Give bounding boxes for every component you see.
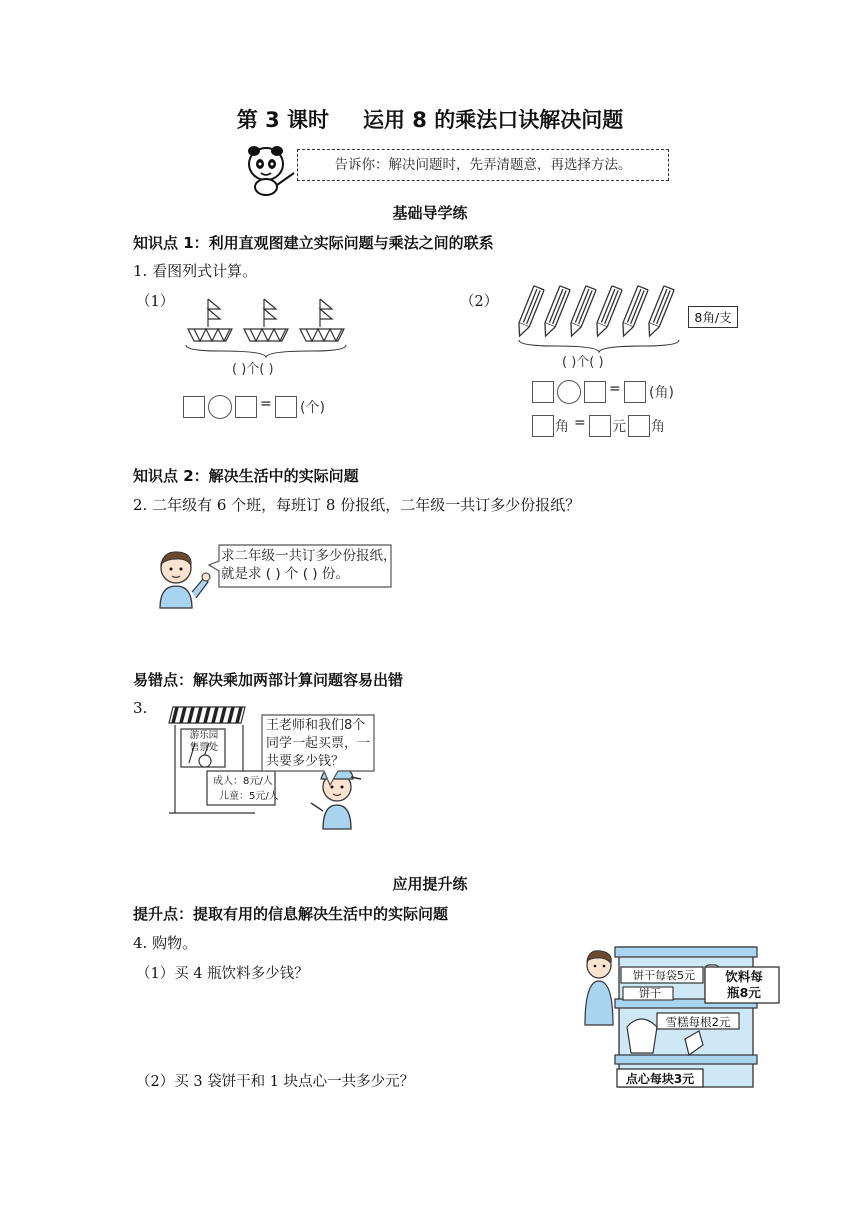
q3-bubble-line2: 同学一起买票，一 [266, 736, 371, 751]
jiao-label: 角 [651, 419, 665, 435]
section-heading-application: 应用提升练 [392, 875, 468, 893]
booth-sign-line1: 游乐园 [189, 730, 219, 741]
unit-label: (角) [649, 385, 674, 401]
question-4: 4. 购物。 [133, 934, 198, 952]
equals-sign: = [574, 415, 586, 431]
q1-part2-brace-caption: ( )个( ) [562, 355, 604, 370]
knowledge-point-1: 知识点 1：利用直观图建立实际问题与乘法之间的联系 [133, 234, 494, 252]
improvement-point: 提升点：提取有用的信息解决生活中的实际问题 [133, 905, 449, 923]
question-3-number: 3. [133, 699, 148, 717]
q2-bubble-text [221, 547, 397, 583]
lesson-topic: 运用 8 的乘法口诀解决问题 [363, 108, 624, 132]
sign-biscuit: 饼干每袋5元 [633, 969, 695, 982]
sign-cake: 点心每块3元 [625, 1072, 695, 1086]
q3-bubble-text [266, 717, 370, 771]
question-1: 1. 看图列式计算。 [133, 262, 258, 280]
sign-drink-line2: 瓶8元 [727, 985, 761, 1000]
operator-circle[interactable] [208, 395, 232, 419]
answer-box[interactable] [624, 381, 646, 403]
answer-box[interactable] [589, 415, 611, 437]
sign-icecream: 雪糕每根2元 [665, 1015, 731, 1029]
pencil-price-tag: 8角/支 [688, 306, 738, 328]
q1-part1-equation [183, 396, 343, 418]
panda-mascot-icon [240, 140, 298, 198]
answer-box[interactable] [275, 396, 297, 418]
answer-box[interactable] [532, 381, 554, 403]
lesson-number: 第 3 课时 [236, 108, 329, 132]
price-adult: 成人：8元/人 [213, 776, 273, 787]
answer-box[interactable] [235, 396, 257, 418]
q1-part2-conversion [532, 415, 712, 437]
q4-sub-question-1: （1）买 4 瓶饮料多少钱？ [136, 966, 309, 982]
knowledge-point-2: 知识点 2：解决生活中的实际问题 [133, 467, 359, 485]
page-title [0, 104, 860, 134]
q4-sub-question-2: （2）买 3 袋饼干和 1 块点心一共多少元？ [136, 1074, 415, 1090]
q3-bubble-line3: 共要多少钱？ [266, 754, 345, 769]
q2-bubble-line1: 求二年级一共订多少份报纸， [221, 548, 397, 564]
answer-box[interactable] [183, 396, 205, 418]
price-child: 儿童：5元/人 [219, 791, 279, 802]
q1-part1-brace-caption: ( )个( ) [232, 362, 274, 377]
q2-bubble-line2: 就是求 ( ) 个 ( ) 份。 [221, 566, 349, 582]
q1-part2-label: （2） [460, 294, 499, 310]
unit-label: (个) [300, 400, 325, 416]
answer-box[interactable] [628, 415, 650, 437]
q1-part1-label: （1） [136, 294, 175, 310]
q3-bubble-line1: 王老师和我们8个 [266, 718, 366, 733]
answer-box[interactable] [584, 381, 606, 403]
tip-box: 告诉你：解决问题时，先弄清题意，再选择方法。 [297, 149, 669, 181]
equals-sign: = [260, 396, 272, 412]
error-prone-point: 易错点：解决乘加两部计算问题容易出错 [133, 671, 404, 689]
booth-sign-line2: 售票处 [189, 742, 219, 753]
ticket-booth-sign [184, 730, 224, 754]
q1-part2-equation [532, 381, 712, 403]
section-heading-basic: 基础导学练 [392, 204, 468, 222]
sign-drink-line1: 饮料每 [725, 969, 763, 984]
answer-box[interactable] [532, 415, 554, 437]
yuan-label: 元 [612, 419, 626, 435]
question-2: 2. 二年级有 6 个班，每班订 8 份报纸，二年级一共订多少份报纸？ [133, 496, 581, 514]
sign-drink [707, 969, 781, 1001]
biscuit-label: 饼干 [639, 987, 661, 1000]
jiao-label: 角 [555, 419, 569, 435]
operator-circle[interactable] [557, 380, 581, 404]
equals-sign: = [609, 381, 621, 397]
